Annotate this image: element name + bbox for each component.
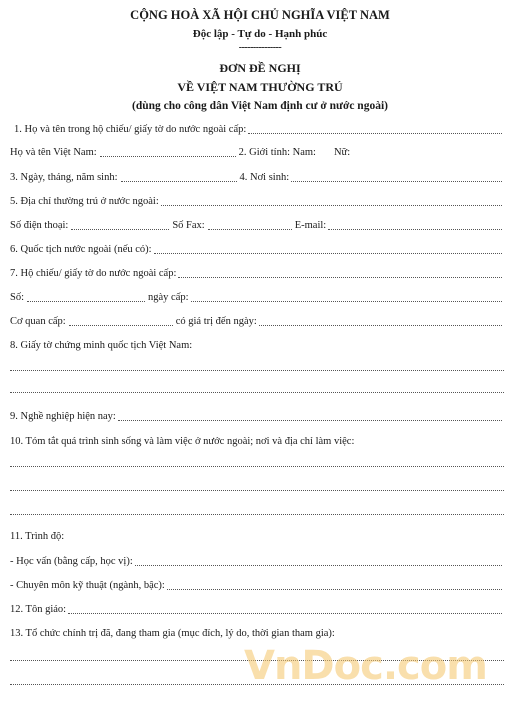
field-label-issuer: Cơ quan cấp: xyxy=(10,316,66,327)
field-row-vn-name-gender xyxy=(10,146,504,159)
field-label-foreign-nationality: 6. Quốc tịch nước ngoài (nếu có): xyxy=(10,244,152,255)
field-row-religion xyxy=(10,603,504,616)
email-blank[interactable] xyxy=(328,228,502,230)
foreign-nationality-blank[interactable] xyxy=(154,252,502,254)
field-label-issue-date: ngày cấp: xyxy=(148,292,189,303)
field-label-religion: 12. Tôn giáo: xyxy=(10,604,67,615)
field-row-issuer xyxy=(10,315,504,328)
history-line-1[interactable] xyxy=(10,466,504,467)
field-label-dob: 3. Ngày, tháng, năm sinh: xyxy=(10,172,118,183)
watermark-logo: VnDoc.com xyxy=(244,643,487,689)
passport-name-blank[interactable] xyxy=(248,132,502,134)
field-row-passport xyxy=(10,267,504,280)
field-label-passport-name: 1. Họ và tên trong hộ chiếu/ giấy tờ do nước ngoài cấp: xyxy=(14,124,247,135)
history-line-2[interactable] xyxy=(10,490,504,491)
education-blank[interactable] xyxy=(135,564,502,566)
field-label-gender-female: Nữ: xyxy=(333,147,351,158)
field-row-foreign-address xyxy=(10,195,504,208)
field-row-technical xyxy=(10,579,504,592)
country-heading: CỘNG HOÀ XÃ HỘI CHỦ NGHĨA VIỆT NAM xyxy=(130,8,390,22)
field-label-qualification: 11. Trình độ: xyxy=(10,531,65,542)
dob-blank[interactable] xyxy=(121,180,237,182)
field-label-email: E-mail: xyxy=(294,220,327,231)
field-row-foreign-nationality xyxy=(10,243,504,256)
fax-blank[interactable] xyxy=(208,228,292,230)
field-label-valid-until: có giá trị đến ngày: xyxy=(175,316,257,327)
header-divider: --------------- xyxy=(238,42,282,53)
field-label-phone: Số điện thoại: xyxy=(10,220,69,231)
field-label-passport: 7. Hộ chiếu/ giấy tờ do nước ngoài cấp: xyxy=(10,268,177,279)
field-label-nationality-proof: 8. Giấy tờ chứng minh quốc tịch Việt Nam: xyxy=(10,340,193,351)
phone-blank[interactable] xyxy=(71,228,169,230)
field-label-foreign-address: 5. Địa chỉ thường trú ở nước ngoài: xyxy=(10,196,159,207)
field-label-political-org: 13. Tổ chức chính trị đã, đang tham gia (mục đích, lý do, thời gian tham gia): xyxy=(10,628,335,639)
vn-name-blank[interactable] xyxy=(100,155,236,157)
field-row-education xyxy=(10,555,504,568)
field-row-dob-birthplace xyxy=(10,171,504,184)
field-label-gender-male: 2. Giới tính: Nam: xyxy=(238,147,316,158)
field-label-education: - Học vấn (bằng cấp, học vị): xyxy=(10,556,133,567)
nationality-proof-line-1[interactable] xyxy=(10,370,504,371)
number-blank[interactable] xyxy=(27,300,145,302)
field-label-fax: Số Fax: xyxy=(172,220,205,231)
technical-blank[interactable] xyxy=(167,588,502,590)
field-row-passport-number xyxy=(10,291,504,304)
field-label-history: 10. Tóm tắt quá trình sinh sống và làm việc ở nước ngoài; nơi và địa chỉ làm việc: xyxy=(10,436,355,447)
motto-heading: Độc lập - Tự do - Hạnh phúc xyxy=(192,28,328,40)
nationality-proof-line-2[interactable] xyxy=(10,392,504,393)
field-label-birthplace: 4. Nơi sinh: xyxy=(239,172,290,183)
passport-blank[interactable] xyxy=(178,276,502,278)
birthplace-blank[interactable] xyxy=(291,180,502,182)
field-label-occupation: 9. Nghề nghiệp hiện nay: xyxy=(10,411,116,422)
issue-date-blank[interactable] xyxy=(191,300,502,302)
field-row-history xyxy=(10,435,504,448)
form-title: ĐƠN ĐỀ NGHỊ xyxy=(219,61,301,75)
field-row-nationality-proof xyxy=(10,339,504,352)
form-subtitle: (dùng cho công dân Việt Nam định cư ở nước ngoài) xyxy=(132,100,388,112)
field-row-political-org xyxy=(10,627,504,640)
field-label-number: Số: xyxy=(10,292,25,303)
field-row-occupation xyxy=(10,410,504,423)
field-label-vn-name: Họ và tên Việt Nam: xyxy=(10,147,97,158)
history-line-3[interactable] xyxy=(10,514,504,515)
field-row-passport-name xyxy=(14,123,504,136)
field-row-contact xyxy=(10,219,504,232)
field-row-qualification xyxy=(10,530,504,543)
foreign-address-blank[interactable] xyxy=(161,204,502,206)
field-label-technical: - Chuyên môn kỹ thuật (ngành, bậc): xyxy=(10,580,165,591)
occupation-blank[interactable] xyxy=(118,419,502,421)
religion-blank[interactable] xyxy=(68,612,502,614)
valid-until-blank[interactable] xyxy=(259,324,502,326)
issuer-blank[interactable] xyxy=(69,324,173,326)
form-title-line2: VỀ VIỆT NAM THƯỜNG TRÚ xyxy=(177,80,343,94)
